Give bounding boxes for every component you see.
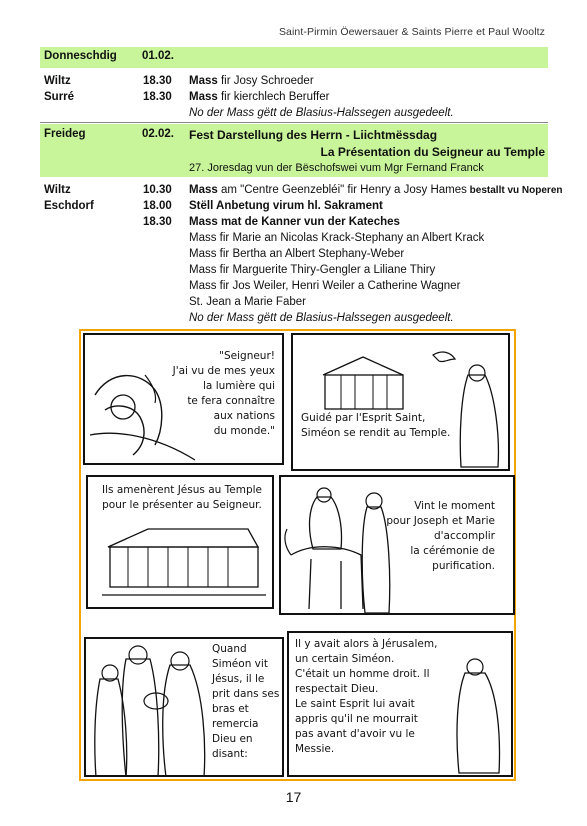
day2-place-2: Eschdorf	[44, 200, 94, 212]
day2-time-3: 18.30	[143, 216, 172, 228]
day2-feast-subtitle: La Présentation du Seigneur au Temple	[320, 145, 545, 159]
simeon-figure-illustration	[289, 633, 513, 777]
day2-entry-1: Mass am "Centre Geenzebléi" fir Henry a Josy Hames bestallt vu Noperen	[189, 184, 563, 196]
comic-panel-2	[291, 333, 510, 471]
day1-place-2: Surré	[44, 91, 75, 103]
intention-line: Mass fir Marguerite Thiry-Gengler a Liliane Thiry	[189, 264, 436, 276]
day2-note: No der Mass gëtt de Blasius-Halssegen ausgedeelt.	[189, 312, 454, 324]
page-header: Saint-Pirmin Öewersauer & Saints Pierre et Paul Wooltz	[278, 26, 545, 38]
comic-frame	[79, 329, 516, 781]
intention-line: St. Jean a Marie Faber	[189, 296, 306, 308]
day1-note: No der Mass gëtt de Blasius-Halssegen ausgedeelt.	[189, 107, 454, 119]
comic-panel-6	[287, 631, 513, 777]
panel-4-text: Vint le moment pour Joseph et Marie d'accomplir la cérémonie de purification.	[386, 500, 495, 572]
day2-time-2: 18.00	[143, 200, 172, 212]
panel-3-text: Ils amenèrent Jésus au Temple pour le présenter au Seigneur.	[102, 484, 262, 511]
panel-2-text: Guidé par l'Esprit Saint, Siméon se rendit au Temple.	[301, 412, 451, 439]
day2-entry-2: Stëll Anbetung virum hl. Sakrament	[189, 200, 383, 212]
day2-name: Freideg	[44, 128, 86, 140]
day1-name: Donneschdig	[44, 50, 117, 62]
day2-place-1: Wiltz	[44, 184, 71, 196]
page-number: 17	[285, 789, 302, 805]
day2-date: 02.02.	[142, 128, 174, 140]
day1-time-2: 18.30	[143, 91, 172, 103]
day1-entry-1: Mass fir Josy Schroeder	[189, 75, 314, 87]
day1-place-1: Wiltz	[44, 75, 71, 87]
day2-anniversary: 27. Joresdag vun der Bëschofswei vum Mgr Fernand Franck	[189, 162, 484, 174]
day2-time-1: 10.30	[143, 184, 172, 196]
comic-panel-4	[279, 475, 515, 615]
panel-5-text: Quand Siméon vit Jésus, il le prit dans ses bras et remercia Dieu en disant:	[212, 643, 280, 760]
day1-time-1: 18.30	[143, 75, 172, 87]
day2-entry-3: Mass mat de Kanner vun der Kateches	[189, 216, 400, 228]
comic-panel-5	[84, 637, 284, 777]
panel-1-text: "Seigneur! J'ai vu de mes yeux la lumière qui te fera connaître aux nations du monde."	[172, 350, 275, 437]
intention-line: Mass fir Bertha an Albert Stephany-Weber	[189, 248, 405, 260]
comic-panel-3	[86, 475, 274, 609]
day1-date: 01.02.	[142, 50, 174, 62]
day1-entry-2: Mass fir kierchlech Beruffer	[189, 91, 330, 103]
day2-feast-title: Fest Darstellung des Herrn - Liichtmëssdag	[189, 128, 438, 142]
temple-illustration	[88, 477, 274, 609]
panel-6-text: Il y avait alors à Jérusalem, un certain Siméon. C'était un homme droit. Il respectait Dieu. Le saint Esprit lui avait appris qu'il ne mourrait pas avant d'avoir vu le Messie.	[295, 638, 438, 755]
temple-dove-simeon-illustration	[293, 335, 510, 471]
intention-line: Mass fir Jos Weiler, Henri Weiler a Catherine Wagner	[189, 280, 461, 292]
comic-panel-1	[83, 333, 284, 465]
intention-line: Mass fir Marie an Nicolas Krack-Stephany an Albert Krack	[189, 232, 485, 244]
divider	[40, 122, 548, 123]
